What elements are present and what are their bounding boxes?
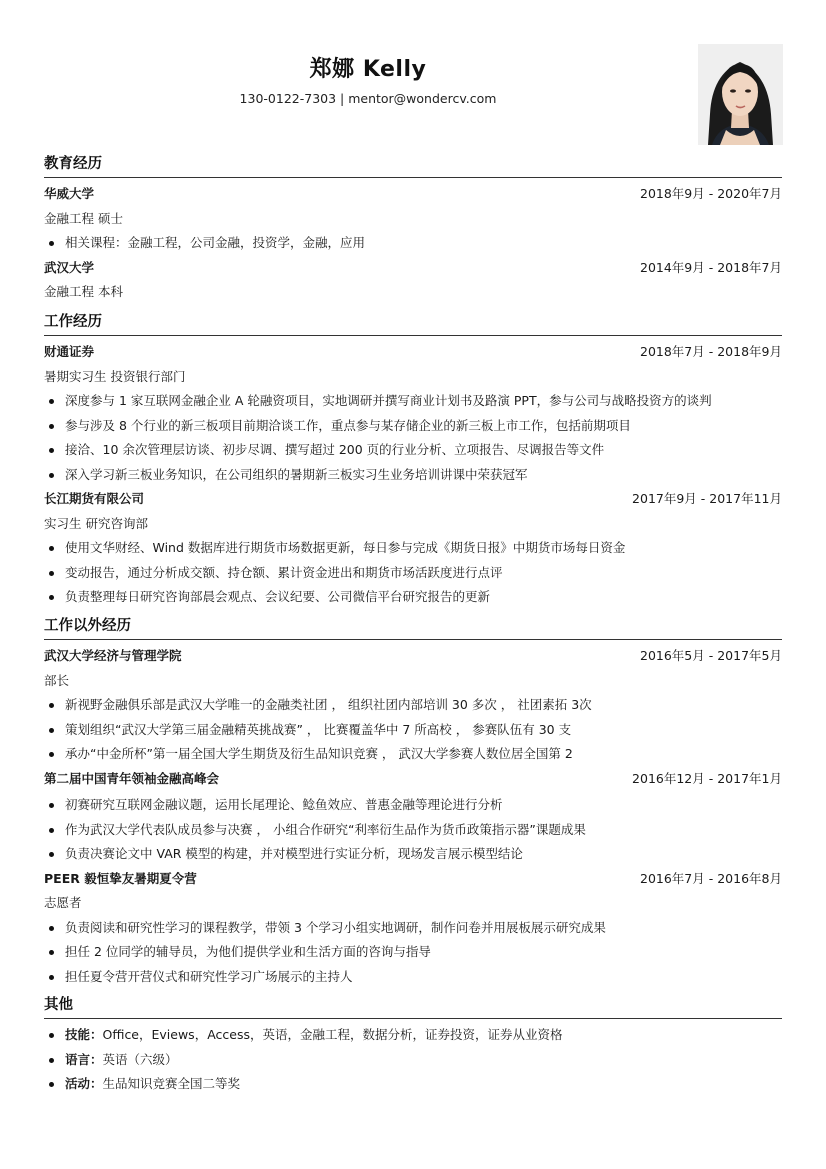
job-role: 暑期实习生 投资银行部门 [44,368,186,384]
extra-entry-header [44,767,782,792]
entry-date: 2016年7月 - 2016年8月 [640,870,782,886]
role: 部长 [44,672,70,688]
language-text: 英语（六级） [102,1051,178,1067]
extra-title: 工作以外经历 [44,616,782,640]
bullet-item: 新视野金融俱乐部是武汉大学唯一的金融类社团 ， 组织社团内部培训 30 多次 ， 社团素拓 3次 [44,693,782,718]
skills-label: 技能： [65,1027,103,1042]
entry-date: 2014年9月 - 2018年7月 [640,259,782,275]
entry-date: 2016年5月 - 2017年5月 [640,648,782,663]
work-bullets [44,536,782,610]
bullet-item: 接洽、10 余次管理层访谈、初步尽调、撰写超过 200 页的行业分析、立项报告、尽调报告等文件 [44,438,782,463]
bullet-item: 负责整理每日研究咨询部晨会观点、会议纪要、公司微信平台研究报告的更新 [44,585,782,610]
role: 志愿者 [44,895,82,910]
work-entry-header [44,487,782,512]
company-name: 财通证券 [44,344,95,359]
school-name: 华威大学 [44,186,95,201]
bullet-item: 负责决赛论文中 VAR 模型的构建，并对模型进行实证分析，现场发言展示模型结论 [44,842,782,867]
extra-section [44,616,782,989]
work-section [44,312,782,610]
language-label: 语言： [65,1051,103,1067]
extra-bullets [44,793,782,867]
org-name: 第二届中国青年领袖金融高峰会 [44,770,220,786]
org-name: PEER 毅恒挚友暑期夏令营 [44,870,197,886]
bullet-item: 承办“中金所杯”第一届全国大学生期货及衍生品知识竞赛 ， 武汉大学参赛人数位居全国第 2 [44,742,782,767]
bullet-item: 担任夏令营开营仪式和研究性学习广场展示的主持人 [44,965,782,990]
resume-header [44,52,782,106]
work-bullets [44,389,782,487]
school-name: 武汉大学 [44,259,95,275]
profile-photo [698,44,783,145]
activity-label: 活动： [65,1076,103,1091]
bullet-item: 深度参与 1 家互联网金融企业 A 轮融资项目，实地调研并撰写商业计划书及路演 PPT，参与公司与战略投资方的谈判 [44,389,782,414]
skills-text: Office，Eviews，Access，英语，金融工程，数据分析，证券投资，证券从业资格 [102,1027,563,1042]
other-section [44,995,782,1097]
other-title: 其他 [44,995,782,1019]
company-name: 长江期货有限公司 [44,491,145,506]
education-title: 教育经历 [44,154,782,178]
skills-item [44,1023,782,1048]
entry-date: 2018年7月 - 2018年9月 [640,344,782,359]
entry-date: 2018年9月 - 2020年7月 [640,186,782,201]
job-role: 实习生 研究咨询部 [44,515,148,531]
education-bullets [44,231,782,256]
bullet-item: 相关课程：金融工程，公司金融，投资学，金融，应用 [44,231,782,256]
degree: 金融工程 本科 [44,284,123,299]
work-title: 工作经历 [44,312,782,336]
org-name: 武汉大学经济与管理学院 [44,648,182,663]
bullet-item: 初赛研究互联网金融议题，运用长尾理论、鲶鱼效应、普惠金融等理论进行分析 [44,793,782,818]
language-item [44,1048,782,1073]
extra-bullets [44,693,782,767]
education-section [44,154,782,305]
bullet-item: 参与涉及 8 个行业的新三板项目前期洽谈工作，重点参与某存储企业的新三板上市工作，包括前期项目 [44,414,782,439]
bullet-item: 作为武汉大学代表队成员参与决赛 ， 小组合作研究“利率衍生品作为货币政策指示器”课题成果 [44,818,782,843]
work-entry-header [44,340,782,365]
extra-bullets [44,916,782,990]
entry-date: 2017年9月 - 2017年11月 [632,491,782,506]
candidate-name: 郑娜 Kelly [309,57,427,82]
activity-text: 生品知识竞赛全国二等奖 [102,1076,241,1091]
bullet-item: 策划组织“武汉大学第三届金融精英挑战赛” ， 比赛覆盖华中 7 所高校 ， 参赛队伍有 30 支 [44,718,782,743]
activity-item [44,1072,782,1097]
contact-info: 130-0122-7303 | mentor@wondercv.com [239,91,497,106]
degree: 金融工程 硕士 [44,210,123,226]
extra-entry-header [44,644,782,669]
bullet-item: 使用文华财经、Wind 数据库进行期货市场数据更新，每日参与完成《期货日报》中期货市场每日资金 [44,536,782,561]
bullet-item: 深入学习新三板业务知识，在公司组织的暑期新三板实习生业务培训讲课中荣获冠军 [44,463,782,488]
education-entry-header [44,256,782,281]
bullet-item: 担任 2 位同学的辅导员，为他们提供学业和生活方面的咨询与指导 [44,940,782,965]
portrait-image [698,44,783,145]
other-bullets [44,1023,782,1097]
bullet-item: 变动报告，通过分析成交额、持仓额、累计资金进出和期货市场活跃度进行点评 [44,561,782,586]
extra-entry-header [44,867,782,892]
education-entry-header [44,182,782,207]
entry-date: 2016年12月 - 2017年1月 [632,770,782,786]
bullet-item: 负责阅读和研究性学习的课程教学，带领 3 个学习小组实地调研，制作问卷并用展板展示研究成果 [44,916,782,941]
